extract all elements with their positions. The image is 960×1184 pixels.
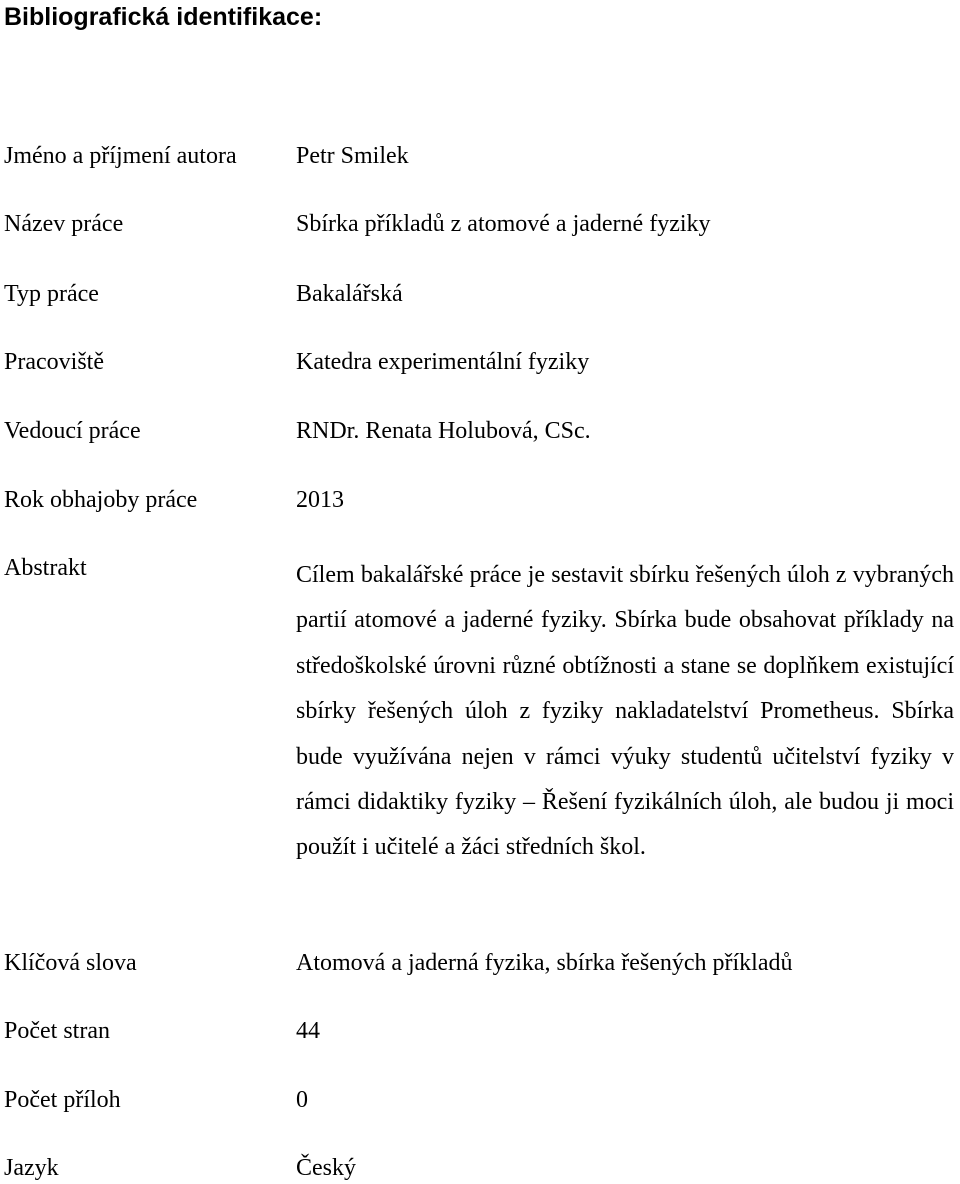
abstract-label: Abstrakt: [4, 555, 87, 581]
pages-label: Počet stran: [4, 1018, 110, 1044]
pages-value: 44: [296, 1018, 320, 1044]
type-value: Bakalářská: [296, 281, 403, 307]
workplace-label: Pracoviště: [4, 349, 104, 375]
supervisor-value: RNDr. Renata Holubová, CSc.: [296, 418, 591, 444]
title-value: Sbírka příkladů z atomové a jaderné fyziky: [296, 211, 711, 237]
keywords-value: Atomová a jaderná fyzika, sbírka řešených příkladů: [296, 950, 793, 976]
keywords-label: Klíčová slova: [4, 950, 137, 976]
type-label: Typ práce: [4, 281, 99, 307]
attachments-label: Počet příloh: [4, 1087, 121, 1113]
title-label: Název práce: [4, 211, 124, 237]
language-value: Český: [296, 1155, 356, 1181]
workplace-value: Katedra experimentální fyziky: [296, 349, 590, 375]
author-value: Petr Smilek: [296, 143, 409, 169]
year-label: Rok obhajoby práce: [4, 487, 198, 513]
page-heading: Bibliografická identifikace:: [4, 3, 323, 31]
abstract-text: Cílem bakalářské práce je sestavit sbírku řešených úloh z vybraných partií atomové a jaderné fyziky. Sbírka bude obsahovat příklady na středoškolské úrovni různé obtížnosti a stane se doplňkem existující sbírky řešených úloh z fyziky nakladatelství Prometheus. Sbírka bude využívána nejen v rámci výuky studentů učitelství fyziky v rámci didaktiky fyziky – Řešení fyzikálních úloh, ale budou ji moci použít i učitelé a žáci středních škol.: [296, 562, 954, 861]
attachments-value: 0: [296, 1087, 308, 1113]
year-value: 2013: [296, 487, 344, 513]
supervisor-label: Vedoucí práce: [4, 418, 141, 444]
author-label: Jméno a příjmení autora: [4, 143, 237, 169]
language-label: Jazyk: [4, 1155, 59, 1181]
